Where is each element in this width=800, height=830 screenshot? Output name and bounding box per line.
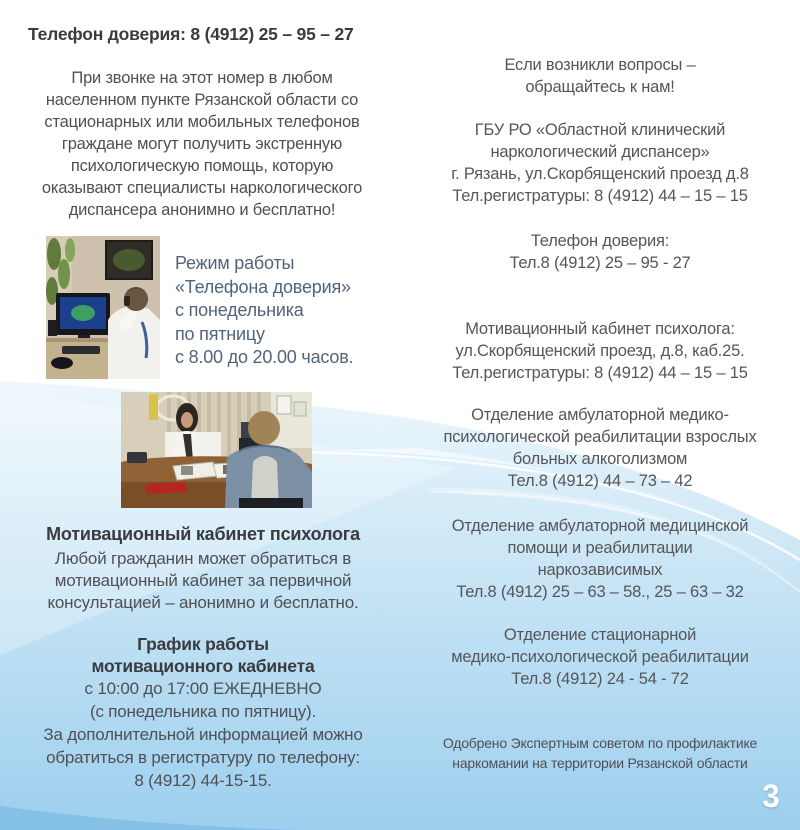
hotline-contact: Телефон доверия: Тел.8 (4912) 25 – 95 - 27 xyxy=(509,232,691,272)
motivation-cabinet-paragraph: Любой гражданин может обратиться в мотивационный кабинет за первичной консультацией – анонимно и бесплатно. xyxy=(47,549,359,612)
questions-note: Если возникли вопросы – обращайтесь к нам! xyxy=(504,56,696,96)
hotline-schedule-caption: Режим работы «Телефона доверия» с понедельника по пятницу с 8.00 до 20.00 часов. xyxy=(175,253,354,367)
page-number: 3 xyxy=(762,778,780,814)
inpatient-rehab-contact: Отделение стационарной медико-психологической реабилитации Тел.8 (4912) 24 - 54 - 72 xyxy=(451,626,749,688)
approval-note: Одобрено Экспертным советом по профилактике наркомании на территории Рязанской области xyxy=(442,735,758,771)
motivation-cabinet-header: Мотивационный кабинет психолога xyxy=(46,524,360,544)
dispensary-contact: ГБУ РО «Областной клинический наркологический диспансер» г. Рязань, ул.Скорбященский проезд д.8 Тел.регистратуры: 8 (4912) 44 – 15 – 15 xyxy=(451,121,749,205)
hotline-header: Телефон доверия: 8 (4912) 25 – 95 – 27 xyxy=(28,24,354,44)
motivation-cabinet-contact: Мотивационный кабинет психолога: ул.Скорбященский проезд, д.8, каб.25. Тел.регистратуры: 8 (4912) 44 – 15 – 15 xyxy=(452,320,748,382)
psychologist-consultation-photo xyxy=(121,392,312,508)
hotline-intro-paragraph: При звонке на этот номер в любом населенном пункте Рязанской области со стационарных или мобильных телефонов граждане могут получить экстренную психологическую помощь, которую оказывают специалисты наркологического диспансера анонимно и бесплатно! xyxy=(41,69,363,219)
outpatient-medical-rehab-contact: Отделение амбулаторной медицинской помощи и реабилитации наркозависимых Тел.8 (4912) 25 – 63 – 58., 25 – 63 – 32 xyxy=(451,517,749,601)
outpatient-psych-rehab-contact: Отделение амбулаторной медико- психологической реабилитации взрослых больных алкоголизмом Тел.8 (4912) 44 – 73 – 42 xyxy=(443,406,757,490)
cabinet-schedule-details: с 10:00 до 17:00 ЕЖЕДНЕВНО (с понедельника по пятницу). За дополнительной информацией можно обратиться в регистратуру по телефону: 8 (4912) 44-15-15. xyxy=(43,679,363,790)
cabinet-schedule-header: График работы мотивационного кабинета xyxy=(91,634,315,676)
hotline-operator-photo xyxy=(46,236,160,379)
